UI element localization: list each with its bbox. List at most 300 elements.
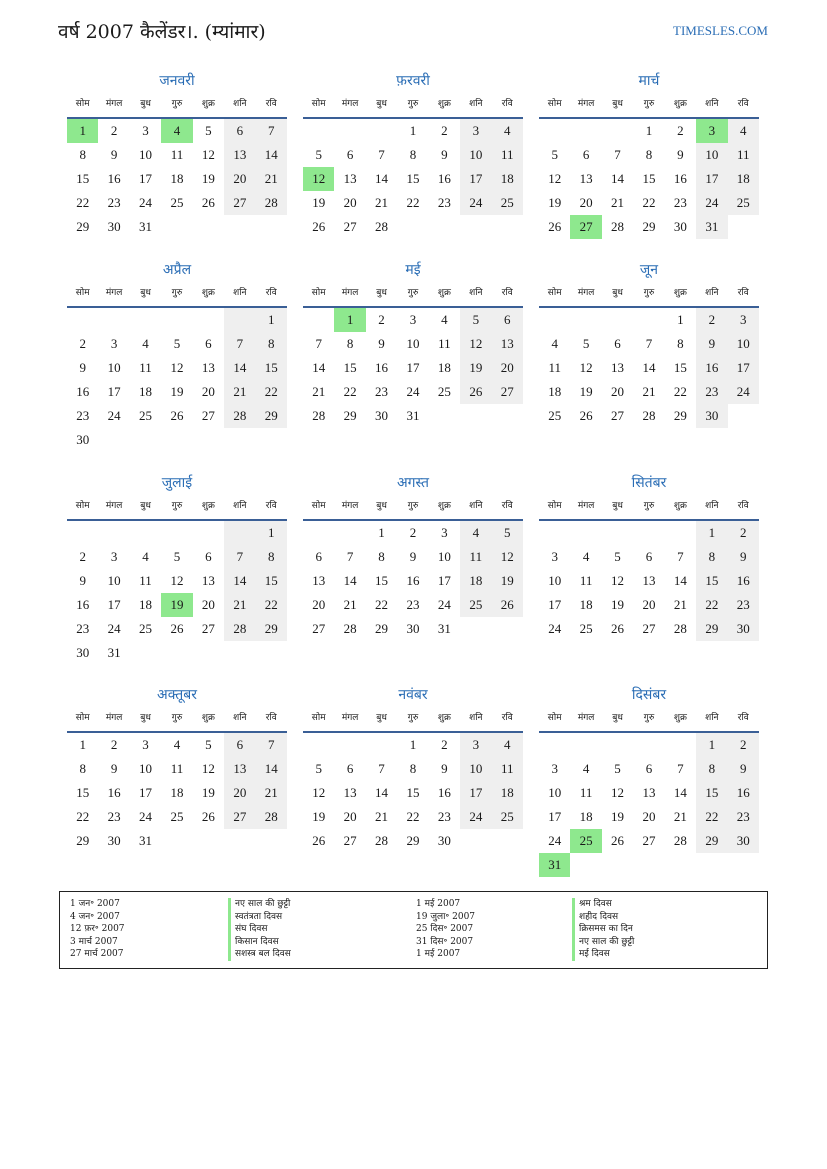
day-cell[interactable]: 9 — [728, 545, 759, 569]
day-cell[interactable]: 17 — [696, 167, 727, 191]
day-cell[interactable]: 5 — [315, 147, 322, 162]
day-cell[interactable]: 15 — [375, 573, 389, 588]
day-cell[interactable]: 13 — [343, 171, 357, 186]
day-cell[interactable]: 23 — [673, 195, 687, 210]
day-cell[interactable]: 9 — [441, 147, 448, 162]
day-cell[interactable]: 15 — [343, 360, 357, 375]
day-cell[interactable]: 6 — [205, 549, 212, 564]
day-cell[interactable]: 8 — [696, 545, 727, 569]
day-cell[interactable]: 30 — [728, 829, 759, 853]
day-cell[interactable]: 25 — [728, 191, 759, 215]
day-cell[interactable]: 13 — [611, 360, 625, 375]
day-cell[interactable]: 3 — [460, 733, 491, 757]
day-cell[interactable]: 18 — [460, 569, 491, 593]
day-cell[interactable]: 11 — [579, 785, 593, 800]
day-cell[interactable]: 5 — [315, 761, 322, 776]
day-cell[interactable]: 27 — [312, 621, 326, 636]
day-cell[interactable]: 16 — [673, 171, 687, 186]
day-cell[interactable]: 23 — [696, 380, 727, 404]
day-cell[interactable]: 7 — [645, 336, 653, 351]
day-cell[interactable]: 18 — [139, 384, 153, 399]
day-cell[interactable]: 25 — [170, 809, 184, 824]
day-cell[interactable]: 31 — [437, 621, 451, 636]
day-cell[interactable]: 28 — [343, 621, 357, 636]
day-cell[interactable]: 13 — [492, 332, 523, 356]
day-cell[interactable]: 11 — [460, 545, 491, 569]
day-cell[interactable]: 8 — [409, 761, 417, 776]
day-cell[interactable]: 22 — [406, 195, 420, 210]
day-cell[interactable]: 22 — [343, 384, 357, 399]
day-cell[interactable]: 8 — [409, 147, 417, 162]
day-cell[interactable]: 9 — [728, 757, 759, 781]
day-cell[interactable]: 28 — [224, 617, 255, 641]
day-cell[interactable]: 25 — [492, 191, 523, 215]
day-cell[interactable]: 17 — [437, 573, 451, 588]
day-cell[interactable]: 15 — [642, 171, 656, 186]
day-cell[interactable]: 14 — [642, 360, 656, 375]
day-cell[interactable]: 14 — [611, 171, 625, 186]
day-cell[interactable]: 5 — [173, 336, 181, 351]
day-cell[interactable]: 14 — [312, 360, 326, 375]
day-cell[interactable]: 27 — [570, 215, 601, 239]
day-cell[interactable]: 26 — [548, 219, 562, 234]
day-cell[interactable]: 28 — [312, 408, 326, 423]
day-cell[interactable]: 6 — [205, 336, 212, 351]
day-cell[interactable]: 20 — [201, 597, 215, 612]
day-cell[interactable]: 3 — [409, 312, 417, 327]
day-cell[interactable]: 28 — [375, 833, 389, 848]
day-cell[interactable]: 13 — [224, 757, 255, 781]
day-cell[interactable]: 13 — [343, 785, 357, 800]
day-cell[interactable]: 16 — [437, 171, 451, 186]
day-cell[interactable]: 14 — [343, 573, 357, 588]
day-cell[interactable]: 29 — [76, 833, 90, 848]
day-cell[interactable]: 11 — [492, 143, 523, 167]
day-cell[interactable]: 6 — [315, 549, 322, 564]
day-cell[interactable]: 24 — [460, 191, 491, 215]
day-cell[interactable]: 27 — [224, 191, 255, 215]
day-cell[interactable]: 27 — [224, 805, 255, 829]
day-cell[interactable]: 9 — [110, 147, 118, 162]
day-cell[interactable]: 1 — [256, 308, 287, 332]
day-cell[interactable]: 1 — [67, 119, 98, 143]
day-cell[interactable]: 27 — [642, 621, 656, 636]
day-cell[interactable]: 3 — [110, 336, 118, 351]
day-cell[interactable]: 2 — [79, 549, 86, 564]
day-cell[interactable]: 28 — [224, 404, 255, 428]
day-cell[interactable]: 20 — [312, 597, 326, 612]
day-cell[interactable]: 19 — [579, 384, 593, 399]
day-cell[interactable]: 7 — [614, 147, 621, 162]
day-cell[interactable]: 15 — [406, 171, 420, 186]
day-cell[interactable]: 8 — [696, 757, 727, 781]
day-cell[interactable]: 10 — [696, 143, 727, 167]
day-cell[interactable]: 18 — [579, 809, 593, 824]
day-cell[interactable]: 2 — [677, 123, 684, 138]
day-cell[interactable]: 26 — [492, 593, 523, 617]
day-cell[interactable]: 23 — [728, 805, 759, 829]
day-cell[interactable]: 12 — [492, 545, 523, 569]
day-cell[interactable]: 15 — [76, 785, 90, 800]
day-cell[interactable]: 17 — [460, 781, 491, 805]
day-cell[interactable]: 30 — [76, 432, 90, 447]
day-cell[interactable]: 28 — [611, 219, 625, 234]
day-cell[interactable]: 17 — [139, 171, 153, 186]
day-cell[interactable]: 21 — [256, 781, 287, 805]
day-cell[interactable]: 19 — [611, 597, 625, 612]
day-cell[interactable]: 18 — [170, 785, 184, 800]
day-cell[interactable]: 27 — [611, 408, 625, 423]
day-cell[interactable]: 30 — [375, 408, 389, 423]
day-cell[interactable]: 21 — [375, 809, 389, 824]
day-cell[interactable]: 4 — [161, 119, 192, 143]
day-cell[interactable]: 11 — [492, 757, 523, 781]
day-cell[interactable]: 19 — [161, 593, 192, 617]
day-cell[interactable]: 6 — [614, 336, 621, 351]
day-cell[interactable]: 16 — [696, 356, 727, 380]
day-cell[interactable]: 4 — [142, 549, 149, 564]
day-cell[interactable]: 19 — [201, 785, 215, 800]
day-cell[interactable]: 2 — [110, 737, 118, 752]
day-cell[interactable]: 19 — [312, 809, 326, 824]
day-cell[interactable]: 16 — [437, 785, 451, 800]
day-cell[interactable]: 17 — [406, 360, 420, 375]
day-cell[interactable]: 26 — [611, 833, 625, 848]
day-cell[interactable]: 1 — [79, 737, 86, 752]
day-cell[interactable]: 25 — [579, 621, 593, 636]
brand-link[interactable]: TIMESLES.COM — [673, 23, 768, 38]
day-cell[interactable]: 16 — [107, 785, 121, 800]
day-cell[interactable]: 5 — [460, 308, 491, 332]
day-cell[interactable]: 30 — [696, 404, 727, 428]
day-cell[interactable]: 23 — [437, 195, 451, 210]
day-cell[interactable]: 27 — [201, 408, 215, 423]
day-cell[interactable]: 2 — [441, 737, 448, 752]
day-cell[interactable]: 5 — [551, 147, 558, 162]
day-cell[interactable]: 20 — [201, 384, 215, 399]
day-cell[interactable]: 17 — [548, 597, 562, 612]
day-cell[interactable]: 15 — [696, 781, 727, 805]
day-cell[interactable]: 24 — [696, 191, 727, 215]
day-cell[interactable]: 21 — [224, 380, 255, 404]
day-cell[interactable]: 19 — [312, 195, 326, 210]
day-cell[interactable]: 2 — [728, 521, 759, 545]
day-cell[interactable]: 18 — [579, 597, 593, 612]
day-cell[interactable]: 1 — [378, 525, 385, 540]
day-cell[interactable]: 7 — [346, 549, 354, 564]
day-cell[interactable]: 29 — [256, 617, 287, 641]
day-cell[interactable]: 10 — [406, 336, 420, 351]
day-cell[interactable]: 4 — [492, 119, 523, 143]
day-cell[interactable]: 20 — [579, 195, 593, 210]
day-cell[interactable]: 26 — [611, 621, 625, 636]
day-cell[interactable]: 16 — [76, 384, 90, 399]
day-cell[interactable]: 9 — [696, 332, 727, 356]
day-cell[interactable]: 14 — [224, 569, 255, 593]
day-cell[interactable]: 24 — [107, 408, 121, 423]
day-cell[interactable]: 27 — [201, 621, 215, 636]
day-cell[interactable]: 25 — [460, 593, 491, 617]
day-cell[interactable]: 10 — [728, 332, 759, 356]
day-cell[interactable]: 4 — [460, 521, 491, 545]
day-cell[interactable]: 5 — [614, 549, 621, 564]
day-cell[interactable]: 31 — [406, 408, 420, 423]
day-cell[interactable]: 22 — [642, 195, 656, 210]
day-cell[interactable]: 22 — [76, 195, 90, 210]
day-cell[interactable]: 1 — [334, 308, 365, 332]
day-cell[interactable]: 8 — [378, 549, 385, 564]
day-cell[interactable]: 24 — [107, 621, 121, 636]
day-cell[interactable]: 6 — [582, 147, 590, 162]
day-cell[interactable]: 12 — [460, 332, 491, 356]
day-cell[interactable]: 2 — [79, 336, 86, 351]
day-cell[interactable]: 10 — [437, 549, 451, 564]
day-cell[interactable]: 19 — [460, 356, 491, 380]
day-cell[interactable]: 11 — [548, 360, 561, 375]
day-cell[interactable]: 15 — [256, 356, 287, 380]
day-cell[interactable]: 3 — [460, 119, 491, 143]
day-cell[interactable]: 8 — [256, 332, 287, 356]
day-cell[interactable]: 16 — [76, 597, 90, 612]
day-cell[interactable]: 11 — [438, 336, 451, 351]
day-cell[interactable]: 10 — [107, 573, 121, 588]
day-cell[interactable]: 15 — [696, 569, 727, 593]
day-cell[interactable]: 12 — [201, 761, 215, 776]
day-cell[interactable]: 14 — [673, 573, 687, 588]
day-cell[interactable]: 9 — [677, 147, 684, 162]
day-cell[interactable]: 12 — [303, 167, 334, 191]
day-cell[interactable]: 29 — [343, 408, 357, 423]
day-cell[interactable]: 24 — [139, 195, 153, 210]
day-cell[interactable]: 7 — [224, 545, 255, 569]
day-cell[interactable]: 26 — [579, 408, 593, 423]
day-cell[interactable]: 30 — [406, 621, 420, 636]
day-cell[interactable]: 3 — [441, 525, 448, 540]
day-cell[interactable]: 11 — [170, 761, 184, 776]
day-cell[interactable]: 6 — [346, 147, 354, 162]
day-cell[interactable]: 1 — [696, 733, 727, 757]
day-cell[interactable]: 17 — [107, 597, 121, 612]
day-cell[interactable]: 15 — [406, 785, 420, 800]
day-cell[interactable]: 14 — [256, 143, 287, 167]
day-cell[interactable]: 18 — [139, 597, 153, 612]
day-cell[interactable]: 28 — [673, 621, 687, 636]
day-cell[interactable]: 9 — [441, 761, 448, 776]
day-cell[interactable]: 16 — [107, 171, 121, 186]
day-cell[interactable]: 13 — [642, 573, 656, 588]
day-cell[interactable]: 27 — [343, 833, 357, 848]
day-cell[interactable]: 13 — [224, 143, 255, 167]
day-cell[interactable]: 31 — [539, 853, 570, 877]
day-cell[interactable]: 28 — [256, 191, 287, 215]
day-cell[interactable]: 13 — [642, 785, 656, 800]
day-cell[interactable]: 15 — [673, 360, 687, 375]
day-cell[interactable]: 18 — [492, 167, 523, 191]
day-cell[interactable]: 16 — [728, 781, 759, 805]
day-cell[interactable]: 25 — [570, 829, 601, 853]
day-cell[interactable]: 21 — [642, 384, 656, 399]
day-cell[interactable]: 5 — [582, 336, 590, 351]
day-cell[interactable]: 10 — [139, 147, 153, 162]
day-cell[interactable]: 19 — [611, 809, 625, 824]
day-cell[interactable]: 30 — [728, 617, 759, 641]
day-cell[interactable]: 22 — [673, 384, 687, 399]
day-cell[interactable]: 29 — [696, 617, 727, 641]
day-cell[interactable]: 29 — [375, 621, 389, 636]
day-cell[interactable]: 2 — [696, 308, 727, 332]
day-cell[interactable]: 15 — [76, 171, 90, 186]
day-cell[interactable]: 6 — [492, 308, 523, 332]
day-cell[interactable]: 24 — [548, 621, 562, 636]
day-cell[interactable]: 28 — [256, 805, 287, 829]
day-cell[interactable]: 12 — [170, 360, 184, 375]
day-cell[interactable]: 28 — [673, 833, 687, 848]
day-cell[interactable]: 2 — [728, 733, 759, 757]
day-cell[interactable]: 30 — [107, 219, 121, 234]
day-cell[interactable]: 21 — [673, 809, 687, 824]
day-cell[interactable]: 9 — [409, 549, 417, 564]
day-cell[interactable]: 8 — [256, 545, 287, 569]
day-cell[interactable]: 21 — [312, 384, 326, 399]
day-cell[interactable]: 19 — [492, 569, 523, 593]
day-cell[interactable]: 24 — [437, 597, 451, 612]
day-cell[interactable]: 21 — [375, 195, 389, 210]
day-cell[interactable]: 17 — [460, 167, 491, 191]
day-cell[interactable]: 2 — [110, 123, 118, 138]
day-cell[interactable]: 4 — [728, 119, 759, 143]
day-cell[interactable]: 4 — [492, 733, 523, 757]
day-cell[interactable]: 17 — [139, 785, 153, 800]
day-cell[interactable]: 18 — [170, 171, 184, 186]
day-cell[interactable]: 17 — [107, 384, 121, 399]
day-cell[interactable]: 9 — [110, 761, 118, 776]
day-cell[interactable]: 23 — [728, 593, 759, 617]
day-cell[interactable]: 11 — [728, 143, 759, 167]
day-cell[interactable]: 14 — [375, 171, 389, 186]
day-cell[interactable]: 5 — [614, 761, 621, 776]
day-cell[interactable]: 6 — [346, 761, 354, 776]
day-cell[interactable]: 21 — [256, 167, 287, 191]
day-cell[interactable]: 1 — [645, 123, 653, 138]
day-cell[interactable]: 7 — [224, 332, 255, 356]
day-cell[interactable]: 10 — [107, 360, 121, 375]
day-cell[interactable]: 14 — [375, 785, 389, 800]
day-cell[interactable]: 14 — [224, 356, 255, 380]
day-cell[interactable]: 26 — [201, 809, 215, 824]
day-cell[interactable]: 6 — [224, 733, 255, 757]
day-cell[interactable]: 24 — [728, 380, 759, 404]
day-cell[interactable]: 24 — [460, 805, 491, 829]
day-cell[interactable]: 23 — [76, 408, 90, 423]
day-cell[interactable]: 28 — [375, 219, 389, 234]
day-cell[interactable]: 26 — [170, 408, 184, 423]
day-cell[interactable]: 14 — [673, 785, 687, 800]
day-cell[interactable]: 20 — [343, 195, 357, 210]
day-cell[interactable]: 22 — [256, 380, 287, 404]
day-cell[interactable]: 4 — [173, 737, 181, 752]
day-cell[interactable]: 25 — [548, 408, 562, 423]
day-cell[interactable]: 4 — [441, 312, 448, 327]
day-cell[interactable]: 31 — [139, 219, 153, 234]
day-cell[interactable]: 5 — [205, 737, 212, 752]
day-cell[interactable]: 18 — [728, 167, 759, 191]
day-cell[interactable]: 30 — [437, 833, 451, 848]
day-cell[interactable]: 5 — [173, 549, 181, 564]
day-cell[interactable]: 19 — [548, 195, 562, 210]
day-cell[interactable]: 18 — [437, 360, 451, 375]
day-cell[interactable]: 21 — [611, 195, 625, 210]
day-cell[interactable]: 23 — [406, 597, 420, 612]
day-cell[interactable]: 2 — [441, 123, 448, 138]
day-cell[interactable]: 14 — [256, 757, 287, 781]
day-cell[interactable]: 2 — [409, 525, 417, 540]
day-cell[interactable]: 22 — [76, 809, 90, 824]
day-cell[interactable]: 24 — [406, 384, 420, 399]
day-cell[interactable]: 16 — [375, 360, 389, 375]
day-cell[interactable]: 12 — [611, 785, 625, 800]
day-cell[interactable]: 23 — [375, 384, 389, 399]
day-cell[interactable]: 20 — [642, 809, 656, 824]
day-cell[interactable]: 7 — [315, 336, 322, 351]
day-cell[interactable]: 4 — [551, 336, 558, 351]
day-cell[interactable]: 19 — [170, 384, 184, 399]
day-cell[interactable]: 8 — [346, 336, 354, 351]
day-cell[interactable]: 17 — [728, 356, 759, 380]
day-cell[interactable]: 11 — [139, 360, 152, 375]
day-cell[interactable]: 9 — [79, 573, 86, 588]
day-cell[interactable]: 26 — [170, 621, 184, 636]
day-cell[interactable]: 15 — [256, 569, 287, 593]
day-cell[interactable]: 23 — [437, 809, 451, 824]
day-cell[interactable]: 12 — [201, 147, 215, 162]
day-cell[interactable]: 23 — [107, 195, 121, 210]
day-cell[interactable]: 7 — [378, 147, 385, 162]
day-cell[interactable]: 17 — [548, 809, 562, 824]
day-cell[interactable]: 8 — [79, 147, 86, 162]
day-cell[interactable]: 18 — [492, 781, 523, 805]
day-cell[interactable]: 25 — [170, 195, 184, 210]
day-cell[interactable]: 11 — [139, 573, 152, 588]
day-cell[interactable]: 6 — [645, 549, 653, 564]
day-cell[interactable]: 7 — [677, 549, 684, 564]
day-cell[interactable]: 13 — [201, 573, 215, 588]
day-cell[interactable]: 8 — [79, 761, 86, 776]
day-cell[interactable]: 30 — [673, 219, 687, 234]
day-cell[interactable]: 3 — [142, 123, 149, 138]
day-cell[interactable]: 11 — [579, 573, 593, 588]
day-cell[interactable]: 12 — [611, 573, 625, 588]
day-cell[interactable]: 4 — [582, 761, 590, 776]
day-cell[interactable]: 27 — [642, 833, 656, 848]
day-cell[interactable]: 27 — [343, 219, 357, 234]
day-cell[interactable]: 3 — [696, 119, 727, 143]
day-cell[interactable]: 22 — [406, 809, 420, 824]
day-cell[interactable]: 20 — [642, 597, 656, 612]
day-cell[interactable]: 25 — [437, 384, 451, 399]
day-cell[interactable]: 10 — [139, 761, 153, 776]
day-cell[interactable]: 23 — [107, 809, 121, 824]
day-cell[interactable]: 19 — [201, 171, 215, 186]
day-cell[interactable]: 24 — [548, 833, 562, 848]
day-cell[interactable]: 1 — [256, 521, 287, 545]
day-cell[interactable]: 13 — [579, 171, 593, 186]
day-cell[interactable]: 22 — [256, 593, 287, 617]
day-cell[interactable]: 21 — [224, 593, 255, 617]
day-cell[interactable]: 25 — [139, 408, 153, 423]
day-cell[interactable]: 18 — [548, 384, 562, 399]
day-cell[interactable]: 16 — [728, 569, 759, 593]
day-cell[interactable]: 24 — [139, 809, 153, 824]
